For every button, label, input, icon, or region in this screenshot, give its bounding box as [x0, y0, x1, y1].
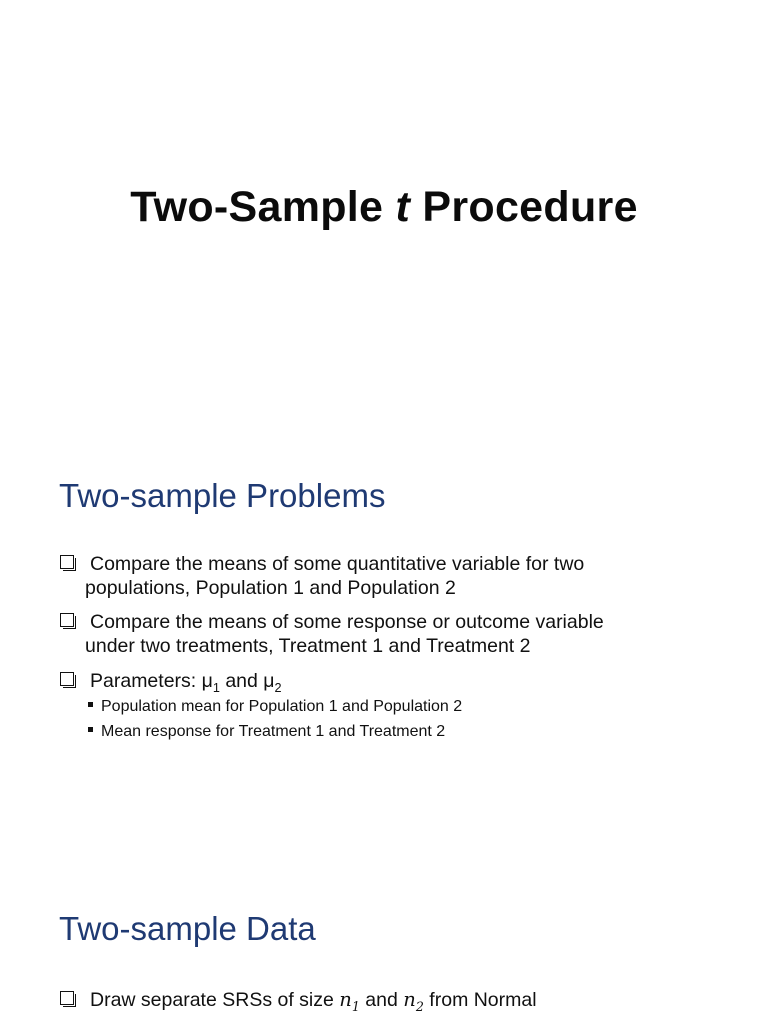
subscript-1: 1 — [351, 998, 360, 1014]
subscript-2: 2 — [415, 998, 424, 1014]
checkbox-bullet-icon — [60, 613, 74, 627]
checkbox-bullet-icon — [60, 991, 74, 1005]
bullet-line: under two treatments, Treatment 1 and Treatment 2 — [85, 635, 531, 657]
draw-srs-text: Draw separate SRSs of size — [90, 989, 340, 1011]
checkbox-bullet-icon — [60, 555, 74, 569]
mu-symbol: μ — [201, 670, 213, 692]
subbullet-population-mean — [88, 697, 462, 717]
subbullet-text: Mean response for Treatment 1 and Treatment 2 — [101, 723, 446, 740]
bullet-line: Compare the means of some response or outcome variable — [90, 611, 604, 633]
square-bullet-icon — [88, 702, 93, 707]
slide3-heading: Two-sample Data — [59, 910, 316, 947]
slide-title — [0, 183, 768, 232]
title-slide — [0, 0, 768, 420]
title-text-start: Two-Sample — [130, 183, 396, 231]
n-symbol: n — [403, 988, 416, 1011]
bullet-parameters — [60, 669, 700, 700]
n-symbol: n — [339, 988, 352, 1011]
bullet-line: populations, Population 1 and Population 2 — [85, 577, 456, 599]
bullet-draw-srs — [60, 988, 700, 1019]
parameters-label: Parameters: — [90, 670, 202, 692]
subbullet-text: Population mean for Population 1 and Population 2 — [101, 698, 463, 715]
mu-symbol: μ — [263, 670, 275, 692]
subscript-1: 1 — [212, 680, 220, 695]
title-text-end: Procedure — [410, 183, 638, 231]
and-text: and — [219, 670, 264, 692]
bullet-compare-treatments — [60, 610, 700, 658]
subscript-2: 2 — [274, 680, 282, 695]
square-bullet-icon — [88, 727, 93, 732]
title-t-italic: t — [395, 183, 411, 231]
draw-srs-line — [60, 988, 700, 1019]
subbullet-mean-response — [88, 722, 445, 742]
from-normal-text: from Normal — [423, 989, 537, 1011]
bullet-compare-populations — [60, 552, 700, 600]
parameters-line — [60, 669, 700, 700]
checkbox-bullet-icon — [60, 672, 74, 686]
and-text: and — [359, 989, 404, 1011]
slide2-heading: Two-sample Problems — [59, 477, 386, 514]
bullet-line: Compare the means of some quantitative variable for two — [90, 553, 585, 575]
